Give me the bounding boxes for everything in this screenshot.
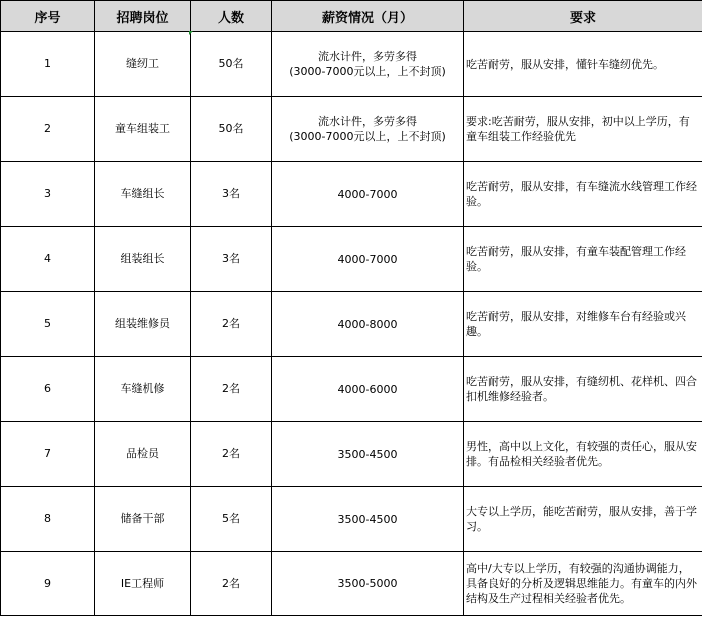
row-salary: 3500-4500	[272, 487, 464, 552]
row-count: 3名	[191, 162, 272, 227]
row-salary: 3500-4500	[272, 422, 464, 487]
row-salary: 4000-7000	[272, 227, 464, 292]
header-no: 序号	[1, 1, 95, 32]
row-count: 2名	[191, 292, 272, 357]
row-count: 2名	[191, 357, 272, 422]
row-no: 4	[1, 227, 95, 292]
header-row	[1, 1, 702, 32]
row-count: 2名	[191, 552, 272, 616]
table-row	[1, 487, 702, 552]
header-count: 人数	[191, 1, 272, 32]
row-salary: 3500-5000	[272, 552, 464, 616]
row-salary	[272, 97, 464, 162]
row-no: 1	[1, 32, 95, 97]
row-count: 2名	[191, 422, 272, 487]
row-count: 50名	[191, 97, 272, 162]
header-salary: 薪资情况（月）	[272, 1, 464, 32]
table-row	[1, 357, 702, 422]
row-no: 2	[1, 97, 95, 162]
salary-line1: 流水计件，多劳多得	[318, 50, 417, 63]
row-no: 8	[1, 487, 95, 552]
header-requirement: 要求	[464, 1, 702, 32]
cell-comment-marker	[189, 31, 193, 35]
row-salary	[272, 32, 464, 97]
table-row	[1, 97, 702, 162]
row-no: 6	[1, 357, 95, 422]
row-count: 5名	[191, 487, 272, 552]
row-salary: 4000-7000	[272, 162, 464, 227]
row-requirement: 吃苦耐劳，服从安排，对维修车台有经验或兴趣。	[464, 292, 702, 357]
row-position: 车缝机修	[95, 357, 191, 422]
row-count: 50名	[191, 32, 272, 97]
row-count: 3名	[191, 227, 272, 292]
row-no: 3	[1, 162, 95, 227]
row-position: 品检员	[95, 422, 191, 487]
table-row	[1, 552, 702, 616]
header-position: 招聘岗位	[95, 1, 191, 32]
row-position: IE工程师	[95, 552, 191, 616]
row-salary: 4000-8000	[272, 292, 464, 357]
row-position: 储备干部	[95, 487, 191, 552]
row-requirement: 要求:吃苦耐劳，服从安排，初中以上学历，有童车组装工作经验优先	[464, 97, 702, 162]
row-requirement: 吃苦耐劳，服从安排，有童车装配管理工作经验。	[464, 227, 702, 292]
row-requirement: 高中/大专以上学历，有较强的沟通协调能力，具备良好的分析及逻辑思维能力。有童车的内外结构及生产过程相关经验者优先。	[464, 552, 702, 616]
row-requirement: 吃苦耐劳，服从安排，有车缝流水线管理工作经验。	[464, 162, 702, 227]
row-requirement: 吃苦耐劳，服从安排，有缝纫机、花样机、四合扣机维修经验者。	[464, 357, 702, 422]
row-no: 5	[1, 292, 95, 357]
table-row	[1, 162, 702, 227]
row-position: 缝纫工	[95, 32, 191, 97]
row-position: 车缝组长	[95, 162, 191, 227]
row-requirement: 吃苦耐劳，服从安排，懂针车缝纫优先。	[464, 32, 702, 97]
row-position: 组装组长	[95, 227, 191, 292]
table-row	[1, 32, 702, 97]
row-position: 组装维修员	[95, 292, 191, 357]
row-salary: 4000-6000	[272, 357, 464, 422]
row-no: 9	[1, 552, 95, 616]
salary-line2: (3000-7000元以上，上不封顶)	[289, 65, 446, 78]
row-requirement: 大专以上学历，能吃苦耐劳，服从安排，善于学习。	[464, 487, 702, 552]
table-row	[1, 422, 702, 487]
row-requirement: 男性，高中以上文化，有较强的责任心，服从安排。有品检相关经验者优先。	[464, 422, 702, 487]
row-no: 7	[1, 422, 95, 487]
salary-line1: 流水计件，多劳多得	[318, 115, 417, 128]
table-row	[1, 292, 702, 357]
table-row	[1, 227, 702, 292]
salary-line2: (3000-7000元以上，上不封顶)	[289, 130, 446, 143]
row-position: 童车组装工	[95, 97, 191, 162]
